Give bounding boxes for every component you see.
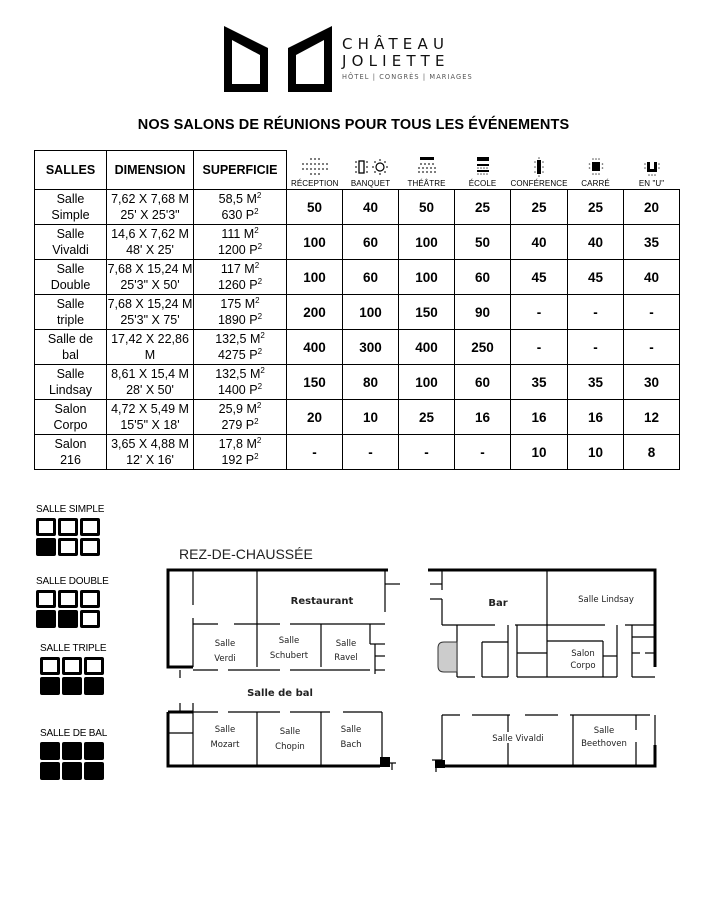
legend-salle-double	[36, 576, 109, 628]
cell-p2: 4275 P	[217, 348, 258, 362]
legend-square	[40, 677, 60, 695]
capacity-cell: 20	[624, 190, 680, 225]
cell-p2: 1890 P	[217, 313, 258, 327]
capacity-cell: 16	[455, 400, 511, 435]
legend-square	[84, 677, 104, 695]
legend-square	[40, 657, 60, 675]
capacity-cell: 10	[568, 435, 624, 470]
room-salle-de-bal: Salle de bal	[247, 688, 313, 699]
cell-sup: 2	[257, 241, 263, 251]
cell-name1: Salle	[56, 227, 85, 241]
capacity-cell: 50	[455, 225, 511, 260]
room-dimension	[107, 400, 194, 435]
cell-sup: 2	[255, 295, 260, 305]
table-row	[35, 330, 680, 365]
cell-name1: Salle	[56, 262, 85, 276]
cell-sup: 2	[257, 276, 263, 286]
capacity-cell: 100	[399, 260, 455, 295]
room-bar: Bar	[488, 598, 508, 609]
legend-salle-simple	[36, 504, 104, 556]
legend-square	[84, 762, 104, 780]
cell-sup: 2	[254, 451, 259, 461]
capacity-cell: 25	[399, 400, 455, 435]
cell-dim1: 14,6 X 7,62 M	[111, 227, 189, 241]
cell-p2: 1200 P	[217, 243, 258, 257]
cell-p2: 279 P	[221, 418, 255, 432]
header-dimension: DIMENSION	[107, 151, 194, 190]
capacity-cell: 60	[343, 260, 399, 295]
cell-dim2: 15'5" X 18'	[120, 418, 180, 432]
layout-label: CARRÉ	[581, 179, 610, 188]
room-verdi-line2: Verdi	[214, 654, 236, 664]
legend-square	[80, 518, 100, 536]
cell-sup: 2	[257, 381, 263, 391]
capacity-cell: -	[624, 330, 680, 365]
cell-sup: 2	[254, 260, 260, 270]
cell-sup: 2	[256, 190, 262, 200]
legend-square	[36, 518, 56, 536]
header-conference	[511, 151, 568, 190]
legend-grid	[40, 657, 106, 695]
cell-name2: Corpo	[53, 418, 88, 432]
capacity-cell: 100	[287, 225, 343, 260]
capacity-cell: 30	[624, 365, 680, 400]
capacity-cell: 35	[624, 225, 680, 260]
capacity-cell: -	[511, 295, 568, 330]
capacity-cell: 100	[343, 295, 399, 330]
legend-square	[40, 762, 60, 780]
capacity-cell: -	[343, 435, 399, 470]
cell-name2: 216	[60, 453, 81, 467]
legend-square	[36, 538, 56, 556]
cell-m2: 17,8 M	[218, 437, 257, 451]
layout-label: CONFÉRENCE	[510, 179, 568, 188]
capacity-cell: -	[399, 435, 455, 470]
room-name	[35, 260, 107, 295]
table-row	[35, 400, 680, 435]
layout-label: BANQUET	[350, 179, 391, 188]
legend-square	[58, 590, 78, 608]
room-bach-line2: Bach	[340, 740, 362, 750]
legend-label: SALLE SIMPLE	[36, 504, 105, 515]
brand	[342, 36, 477, 81]
table-row	[35, 435, 680, 470]
capacity-cell: 20	[287, 400, 343, 435]
theatre-icon	[416, 157, 438, 177]
cell-name1: Salle	[56, 297, 85, 311]
cell-p2: 1260 P	[217, 278, 258, 292]
capacity-cell: 40	[511, 225, 568, 260]
cell-m2: 175 M	[220, 297, 256, 311]
room-mozart-line2: Mozart	[210, 740, 240, 750]
room-corpo-line2: Corpo	[570, 661, 596, 671]
cell-m2: 111 M	[221, 227, 255, 241]
room-area	[194, 365, 287, 400]
capacity-cell: 8	[624, 435, 680, 470]
legend-square	[62, 742, 82, 760]
room-beethoven-line2: Beethoven	[581, 739, 627, 749]
room-beethoven-line1: Salle	[593, 726, 615, 736]
capacity-cell: 60	[455, 260, 511, 295]
capacity-cell: 100	[399, 225, 455, 260]
room-ravel-line2: Ravel	[334, 653, 358, 663]
table-row	[35, 225, 680, 260]
room-name	[35, 330, 107, 365]
legend-square	[58, 610, 78, 628]
cell-name1: Salle	[56, 192, 85, 206]
legend-square	[80, 610, 100, 628]
legend-square	[62, 657, 82, 675]
layout-label: THÉÂTRE	[407, 179, 446, 188]
table-row	[35, 260, 680, 295]
capacity-cell: -	[511, 330, 568, 365]
capacity-cell: 25	[568, 190, 624, 225]
legend-label: SALLE DE BAL	[40, 728, 108, 739]
banquet-icon	[353, 157, 389, 177]
cell-sup: 2	[254, 416, 259, 426]
capacity-cell: 45	[568, 260, 624, 295]
capacity-cell: 35	[568, 365, 624, 400]
room-dimension	[107, 225, 194, 260]
capacity-cell: 12	[624, 400, 680, 435]
legend-square	[80, 590, 100, 608]
cell-dim2: 25'3" X 75'	[120, 313, 180, 327]
brand-name-line1: CHÂTEAU	[342, 35, 450, 53]
room-name	[35, 190, 107, 225]
rooms-table	[34, 150, 680, 470]
cell-dim2: 28' X 50'	[126, 383, 174, 397]
cell-sup: 2	[254, 225, 259, 235]
capacity-cell: -	[568, 295, 624, 330]
cell-p2: 1400 P	[217, 383, 258, 397]
room-chopin-line2: Chopin	[275, 742, 305, 752]
cell-m2: 25,9 M	[218, 402, 257, 416]
capacity-cell: -	[624, 295, 680, 330]
cell-sup: 2	[260, 330, 265, 340]
table-row	[35, 295, 680, 330]
room-name	[35, 295, 107, 330]
capacity-cell: 16	[511, 400, 568, 435]
cell-sup: 2	[257, 311, 263, 321]
capacity-cell: 16	[568, 400, 624, 435]
capacity-cell: 40	[568, 225, 624, 260]
capacity-cell: 35	[511, 365, 568, 400]
cell-dim1: 7,62 X 7,68 M	[111, 192, 189, 206]
header-superficie: SUPERFICIE	[194, 151, 287, 190]
cell-dim2: 25' X 25'3"	[120, 208, 180, 222]
legend-label: SALLE TRIPLE	[40, 643, 107, 654]
cell-m2: 58,5 M	[218, 192, 257, 206]
room-dimension	[107, 435, 194, 470]
school-icon	[475, 157, 491, 177]
cell-sup: 2	[257, 346, 263, 356]
legend-grid	[36, 518, 104, 556]
cell-name2: Double	[50, 278, 91, 292]
room-dimension	[107, 330, 194, 365]
cell-name2: bal	[62, 348, 79, 362]
capacity-cell: 10	[343, 400, 399, 435]
capacity-cell: 10	[511, 435, 568, 470]
capacity-cell: 60	[455, 365, 511, 400]
cell-dim1: 3,65 X 4,88 M	[111, 437, 189, 451]
capacity-cell: 50	[399, 190, 455, 225]
brand-name-line2: JOLIETTE	[342, 52, 450, 70]
cell-p2: 630 P	[221, 208, 255, 222]
capacity-cell: 90	[455, 295, 511, 330]
cell-sup: 2	[256, 400, 262, 410]
room-lindsay: Salle Lindsay	[578, 595, 634, 605]
reception-icon	[298, 157, 332, 177]
capacity-cell: -	[568, 330, 624, 365]
capacity-cell: -	[455, 435, 511, 470]
room-ravel-line1: Salle	[335, 639, 357, 649]
header-banquet	[343, 151, 399, 190]
floor-plan	[160, 560, 665, 780]
table-row	[35, 365, 680, 400]
layout-label: ÉCOLE	[468, 179, 497, 188]
room-dimension	[107, 190, 194, 225]
room-mozart-line1: Salle	[214, 725, 236, 735]
header-ecole	[455, 151, 511, 190]
legend-square	[80, 538, 100, 556]
legend-square	[84, 657, 104, 675]
cell-p2: 192 P	[221, 453, 255, 467]
legend-grid	[36, 590, 109, 628]
room-area	[194, 260, 287, 295]
room-area	[194, 225, 287, 260]
capacity-cell: 80	[343, 365, 399, 400]
room-area	[194, 190, 287, 225]
cell-name1: Salle	[56, 367, 85, 381]
capacity-cell: -	[287, 435, 343, 470]
table-row	[35, 190, 680, 225]
room-dimension	[107, 295, 194, 330]
room-name	[35, 365, 107, 400]
legend-grid	[40, 742, 107, 780]
table-header-row	[35, 151, 680, 190]
legend-square	[84, 742, 104, 760]
room-corpo-line1: Salon	[571, 649, 595, 659]
cell-m2: 117 M	[220, 262, 255, 276]
cell-name2: Lindsay	[48, 383, 93, 397]
legend-square	[36, 610, 56, 628]
header-theatre	[399, 151, 455, 190]
room-name	[35, 225, 107, 260]
cell-name2: Vivaldi	[52, 243, 89, 257]
cell-name1: Salon	[54, 402, 87, 416]
room-chopin-line1: Salle	[279, 727, 301, 737]
capacity-cell: 200	[287, 295, 343, 330]
capacity-cell: 40	[624, 260, 680, 295]
capacity-cell: 400	[399, 330, 455, 365]
logo-mark	[224, 26, 332, 92]
room-restaurant: Restaurant	[290, 596, 354, 607]
capacity-cell: 150	[399, 295, 455, 330]
capacity-cell: 25	[455, 190, 511, 225]
cell-dim1: 4,72 X 5,49 M	[111, 402, 189, 416]
cell-name2: triple	[56, 313, 85, 327]
legend-salle-de-bal	[40, 728, 107, 780]
cell-dim1: 8,61 X 15,4 M	[111, 367, 189, 381]
cell-sup: 2	[256, 435, 262, 445]
legend-label: SALLE DOUBLE	[36, 576, 109, 587]
legend-square	[40, 742, 60, 760]
cell-dim1: 7,68 X 15,24 M	[107, 297, 193, 311]
header-carre	[568, 151, 624, 190]
conference-icon	[533, 157, 545, 177]
room-name	[35, 435, 107, 470]
legend-square	[36, 590, 56, 608]
room-area	[194, 435, 287, 470]
legend-square	[58, 538, 78, 556]
legend-salle-triple	[40, 643, 106, 695]
room-area	[194, 330, 287, 365]
cell-dim2: 12' X 16'	[126, 453, 174, 467]
room-name	[35, 400, 107, 435]
cell-m2: 132,5 M	[215, 332, 261, 346]
capacity-cell: 100	[399, 365, 455, 400]
brand-tagline: HÔTEL | CONGRÈS | MARIAGES	[342, 73, 473, 81]
capacity-cell: 45	[511, 260, 568, 295]
legend-square	[58, 518, 78, 536]
layout-label: EN "U"	[638, 179, 665, 188]
legend-square	[62, 677, 82, 695]
cell-sup: 2	[260, 365, 265, 375]
capacity-cell: 60	[343, 225, 399, 260]
cell-name1: Salon	[54, 437, 87, 451]
room-dimension	[107, 260, 194, 295]
square-icon	[588, 157, 604, 177]
u-shape-icon	[644, 157, 660, 177]
cell-dim1: 7,68 X 15,24 M	[107, 262, 193, 276]
header-salles: SALLES	[35, 151, 107, 190]
cell-sup: 2	[254, 206, 259, 216]
page-title: NOS SALONS DE RÉUNIONS POUR TOUS LES ÉVÉNEMENTS	[137, 117, 570, 133]
capacity-cell: 150	[287, 365, 343, 400]
cell-m2: 132,5 M	[215, 367, 261, 381]
cell-dim2: 48' X 25'	[126, 243, 174, 257]
room-dimension	[107, 365, 194, 400]
cell-dim2: 25'3" X 50'	[120, 278, 180, 292]
header-reception	[287, 151, 343, 190]
room-schubert-line2: Schubert	[269, 651, 309, 661]
capacity-cell: 100	[287, 260, 343, 295]
capacity-cell: 25	[511, 190, 568, 225]
room-area	[194, 400, 287, 435]
room-bach-line1: Salle	[340, 725, 362, 735]
capacity-cell: 300	[343, 330, 399, 365]
capacity-cell: 40	[343, 190, 399, 225]
legend-square	[62, 762, 82, 780]
room-verdi-line1: Salle	[214, 639, 236, 649]
header-en-u	[624, 151, 680, 190]
layout-label: RÉCEPTION	[290, 179, 339, 188]
floor-plan-title: REZ-DE-CHAUSSÉE	[179, 546, 313, 562]
cell-name1: Salle de	[47, 332, 94, 346]
cell-dim1: 17,42 X 22,86 M	[111, 332, 189, 362]
capacity-cell: 50	[287, 190, 343, 225]
room-area	[194, 295, 287, 330]
capacity-cell: 250	[455, 330, 511, 365]
cell-name2: Simple	[51, 208, 90, 222]
room-schubert-line1: Salle	[278, 636, 300, 646]
room-vivaldi: Salle Vivaldi	[492, 734, 544, 744]
capacity-cell: 400	[287, 330, 343, 365]
